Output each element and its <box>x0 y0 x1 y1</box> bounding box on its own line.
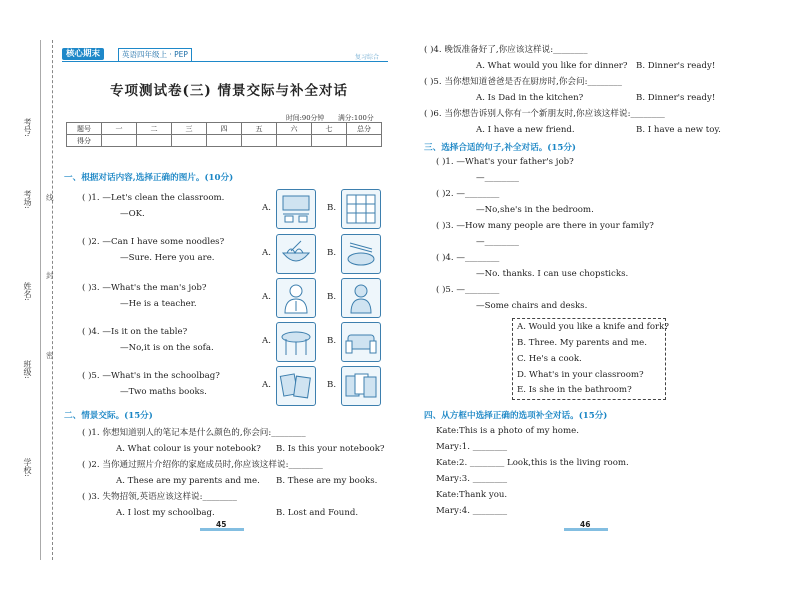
section2-q5: ( )5. 当你想知道爸爸是否在厨房时,你会问:________ <box>424 77 622 87</box>
section1-a3: —He is a teacher. <box>120 299 197 309</box>
score-input-cell[interactable] <box>207 135 242 147</box>
section1-q1: ( )1. —Let's clean the classroom. <box>82 193 225 203</box>
section-tag: 复习综合 <box>355 54 380 61</box>
section2-q5-option-a[interactable]: A. Is Dad in the kitchen? <box>476 93 584 103</box>
section4-heading: 四、从方框中选择正确的选项补全对话。(15分) <box>424 411 608 421</box>
score-cell: 总分 <box>347 123 382 135</box>
page-title: 专项测试卷(三) 情景交际与补全对话 <box>110 83 348 99</box>
score-input-cell[interactable] <box>137 135 172 147</box>
score-cell: 三 <box>172 123 207 135</box>
section2-q6: ( )6. 当你想告诉别人你有一个新朋友时,你应该这样说:________ <box>424 109 665 119</box>
option-b-label: B. <box>327 292 337 302</box>
section2-q6-option-a[interactable]: A. I have a new friend. <box>476 125 575 135</box>
section3-q2: ( )2. —________ <box>436 189 500 199</box>
section3-q5: ( )5. —________ <box>436 285 500 295</box>
section4-line-5: Kate:Thank you. <box>436 490 508 500</box>
margin-label-school: 学校: <box>23 458 32 477</box>
section1-q5: ( )5. —What's in the schoolbag? <box>82 371 220 381</box>
section2-q3-option-a[interactable]: A. I lost my schoolbag. <box>116 508 215 518</box>
score-cell: 六 <box>277 123 312 135</box>
margin-label-exam-number: 考号: <box>23 118 32 137</box>
section1-q3: ( )3. —What's the man's job? <box>82 283 207 293</box>
score-input-cell[interactable] <box>172 135 207 147</box>
option-a-label: A. <box>262 248 271 258</box>
section4-line-2: Mary:1. ________ <box>436 442 508 452</box>
section4-line-3: Kate:2. ________ Look,this is the living room. <box>436 458 629 468</box>
margin-label-name: 姓名: <box>23 282 32 301</box>
section3-option-d: D. What's in your classroom? <box>517 370 644 380</box>
section3-a2: —No,she's in the bedroom. <box>476 205 594 215</box>
score-table <box>66 122 382 147</box>
score-cell: 四 <box>207 123 242 135</box>
score-input-cell[interactable] <box>312 135 347 147</box>
section4-line-4: Mary:3. ________ <box>436 474 508 484</box>
section1-a2: —Sure. Here you are. <box>120 253 215 263</box>
section2-q1-option-b[interactable]: B. Is this your notebook? <box>276 444 385 454</box>
exam-time: 时间:90分钟 <box>286 114 325 122</box>
score-cell: 一 <box>102 123 137 135</box>
section3-a5: —Some chairs and desks. <box>476 301 588 311</box>
section2-heading: 二、情景交际。(15分) <box>64 411 153 421</box>
option-a-label: A. <box>262 292 271 302</box>
option-b-label: B. <box>327 336 337 346</box>
room-shelves-icon[interactable] <box>341 189 381 229</box>
margin-label-class: 班级: <box>23 360 32 379</box>
section3-option-b: B. Three. My parents and me. <box>517 338 647 348</box>
section1-q2: ( )2. —Can I have some noodles? <box>82 237 225 247</box>
section2-q6-option-b[interactable]: B. I have a new toy. <box>636 125 721 135</box>
section2-q1: ( )1. 你想知道别人的笔记本是什么颜色的,你会问:________ <box>82 428 306 438</box>
score-table-score-row <box>67 135 382 147</box>
margin-label-exam-room: 考场: <box>23 190 32 209</box>
score-cell: 五 <box>242 123 277 135</box>
score-cell: 题号 <box>67 123 102 135</box>
option-a-label: A. <box>262 336 271 346</box>
section2-q4-option-b[interactable]: B. Dinner's ready! <box>636 61 716 71</box>
section3-heading: 三、选择合适的句子,补全对话。(15分) <box>424 143 576 153</box>
section1-a4: —No,it is on the sofa. <box>120 343 214 353</box>
book-subtitle: 英语四年级上 · PEP <box>118 48 192 62</box>
section3-a4: —No. thanks. I can use chopsticks. <box>476 269 629 279</box>
score-input-cell[interactable] <box>242 135 277 147</box>
section1-a5: —Two maths books. <box>120 387 207 397</box>
section2-q3-option-b[interactable]: B. Lost and Found. <box>276 508 359 518</box>
option-a-label: A. <box>262 380 271 390</box>
section4-line-6: Mary:4. ________ <box>436 506 508 516</box>
exam-full-score: 满分:100分 <box>338 114 374 122</box>
section1-a1: —OK. <box>120 209 145 219</box>
binding-line <box>40 40 41 560</box>
section1-heading: 一、根据对话内容,选择正确的图片。(10分) <box>64 173 234 183</box>
header-rule <box>62 61 388 62</box>
score-input-cell[interactable] <box>347 135 382 147</box>
score-cell: 二 <box>137 123 172 135</box>
section3-option-c: C. He's a cook. <box>517 354 582 364</box>
page-number-left: 45 <box>216 520 227 529</box>
cut-mark-secret: 密 <box>46 351 54 360</box>
teacher-icon[interactable] <box>341 278 381 318</box>
section3-a1: —________ <box>476 173 519 183</box>
section3-option-e: E. Is she in the bathroom? <box>517 385 632 395</box>
section3-option-a: A. Would you like a knife and fork? <box>517 322 669 332</box>
section3-options-box <box>512 318 669 400</box>
section2-q5-option-b[interactable]: B. Dinner's ready! <box>636 93 716 103</box>
sofa-icon[interactable] <box>341 322 381 362</box>
score-input-cell[interactable] <box>277 135 312 147</box>
section2-q2-option-b[interactable]: B. These are my books. <box>276 476 378 486</box>
cut-line <box>52 40 53 560</box>
section1-q4: ( )4. —Is it on the table? <box>82 327 188 337</box>
option-b-label: B. <box>327 248 337 258</box>
score-input-cell[interactable] <box>102 135 137 147</box>
score-cell: 七 <box>312 123 347 135</box>
cut-mark-line: 线 <box>46 193 54 202</box>
score-table-header-row <box>67 123 382 135</box>
brand-logo: 核心期末 <box>62 48 104 60</box>
option-a-label: A. <box>262 203 271 213</box>
doctor-icon[interactable] <box>276 278 316 318</box>
books-stack-icon[interactable] <box>341 366 381 406</box>
section2-q3: ( )3. 失物招领,英语应该这样说:________ <box>82 492 237 502</box>
section4-line-1: Kate:This is a photo of my home. <box>436 426 579 436</box>
section3-a3: —________ <box>476 237 519 247</box>
classroom-icon[interactable] <box>276 189 316 229</box>
section2-q1-option-a[interactable]: A. What colour is your notebook? <box>116 444 261 454</box>
books-icon[interactable] <box>276 366 316 406</box>
option-b-label: B. <box>327 380 337 390</box>
option-b-label: B. <box>327 203 337 213</box>
noodles-bowl-icon[interactable] <box>276 234 316 274</box>
score-cell: 得分 <box>67 135 102 147</box>
chopsticks-dish-icon[interactable] <box>341 234 381 274</box>
section3-q1: ( )1. —What's your father's job? <box>436 157 574 167</box>
section3-q4: ( )4. —________ <box>436 253 500 263</box>
section2-q4-option-a[interactable]: A. What would you like for dinner? <box>476 61 628 71</box>
section2-q2-option-a[interactable]: A. These are my parents and me. <box>116 476 260 486</box>
section2-q4: ( )4. 晚饭准备好了,你应该这样说:________ <box>424 45 588 55</box>
table-icon[interactable] <box>276 322 316 362</box>
page-number-right: 46 <box>580 520 591 529</box>
section2-q2: ( )2. 当你通过照片介绍你的家庭成员时,你应该这样说:________ <box>82 460 323 470</box>
section3-q3: ( )3. —How many people are there in your family? <box>436 221 654 231</box>
cut-mark-seal: 封 <box>46 271 54 280</box>
